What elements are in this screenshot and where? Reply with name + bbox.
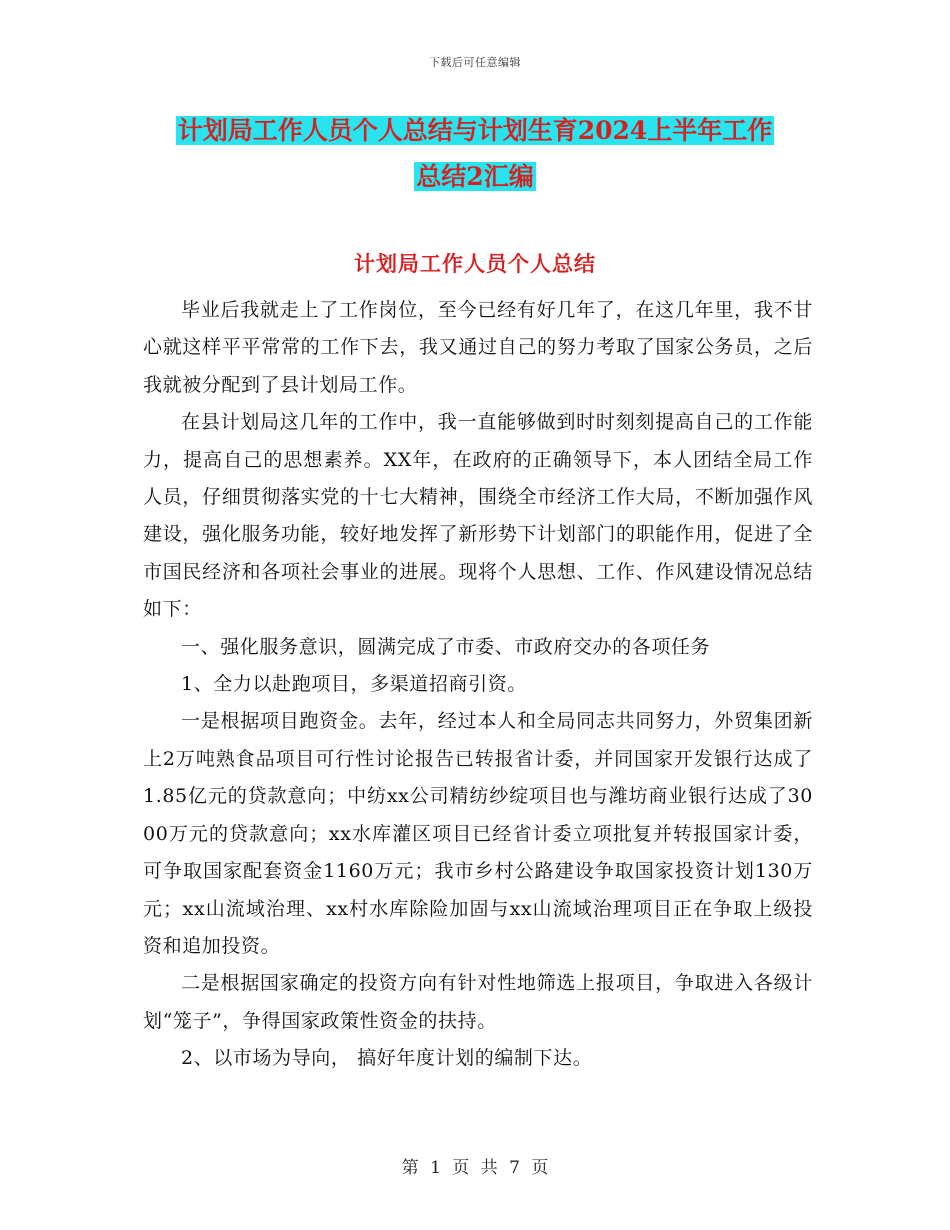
paragraph-subheading: 1、全力以赴跑项目，多渠道招商引资。 [181, 673, 527, 696]
paragraph: 毕业后我就走上了工作岗位，至今已经有好几年了，在这几年里，我不甘心就这样平平常常的工作下去，我又通过自己的努力考取了国家公务员，之后我就被分配到了县计划局工作。 [143, 299, 813, 396]
header-note: 下载后可任意编辑 [429, 56, 521, 69]
document-title-line-2: 总结2汇编 [416, 162, 534, 191]
page-footer: 第 1 页 共 7 页 [401, 1158, 549, 1178]
paragraph: 二是根据国家确定的投资方向有针对性地筛选上报项目，争取进入各级计划“笼子”，争得国家政策性资金的扶持。 [143, 972, 813, 1032]
section-title: 计划局工作人员个人总结 [354, 251, 596, 276]
paragraph-heading: 一、强化服务意识，圆满完成了市委、市政府交办的各项任务 [181, 635, 711, 658]
document-body [143, 292, 813, 1078]
document-title-line-1: 计划局工作人员个人总结与计划生育2024上半年工作 [177, 116, 773, 145]
document-title [90, 108, 860, 200]
paragraph-subheading: 2、以市场为导向， 搞好年度计划的编制下达。 [181, 1047, 593, 1070]
paragraph: 一是根据项目跑资金。去年，经过本人和全局同志共同努力，外贸集团新上2万吨熟食品项目可行性讨论报告已转报省计委，并同国家开发银行达成了1.85亿元的贷款意向；中纺xx公司精纺纱绽项目也与潍坊商业银行达成了3000万元的贷款意向；xx水库灌区项目已经省计委立项批复并转报国家计委，可争取国家配套资金1160万元；我市乡村公路建设争取国家投资计划130万元；xx山流域治理、xx村水库除险加固与xx山流域治理项目正在争取上级投资和追加投资。 [143, 710, 813, 957]
paragraph: 在县计划局这几年的工作中，我一直能够做到时时刻刻提高自己的工作能力，提高自己的思想素养。XX年，在政府的正确领导下，本人团结全局工作人员，仔细贯彻落实党的十七大精神，围绕全市经济工作大局，不断加强作风建设，强化服务功能，较好地发挥了新形势下计划部门的职能作用，促进了全市国民经济和各项社会事业的进展。现将个人思想、工作、作风建设情况总结如下： [143, 411, 813, 621]
